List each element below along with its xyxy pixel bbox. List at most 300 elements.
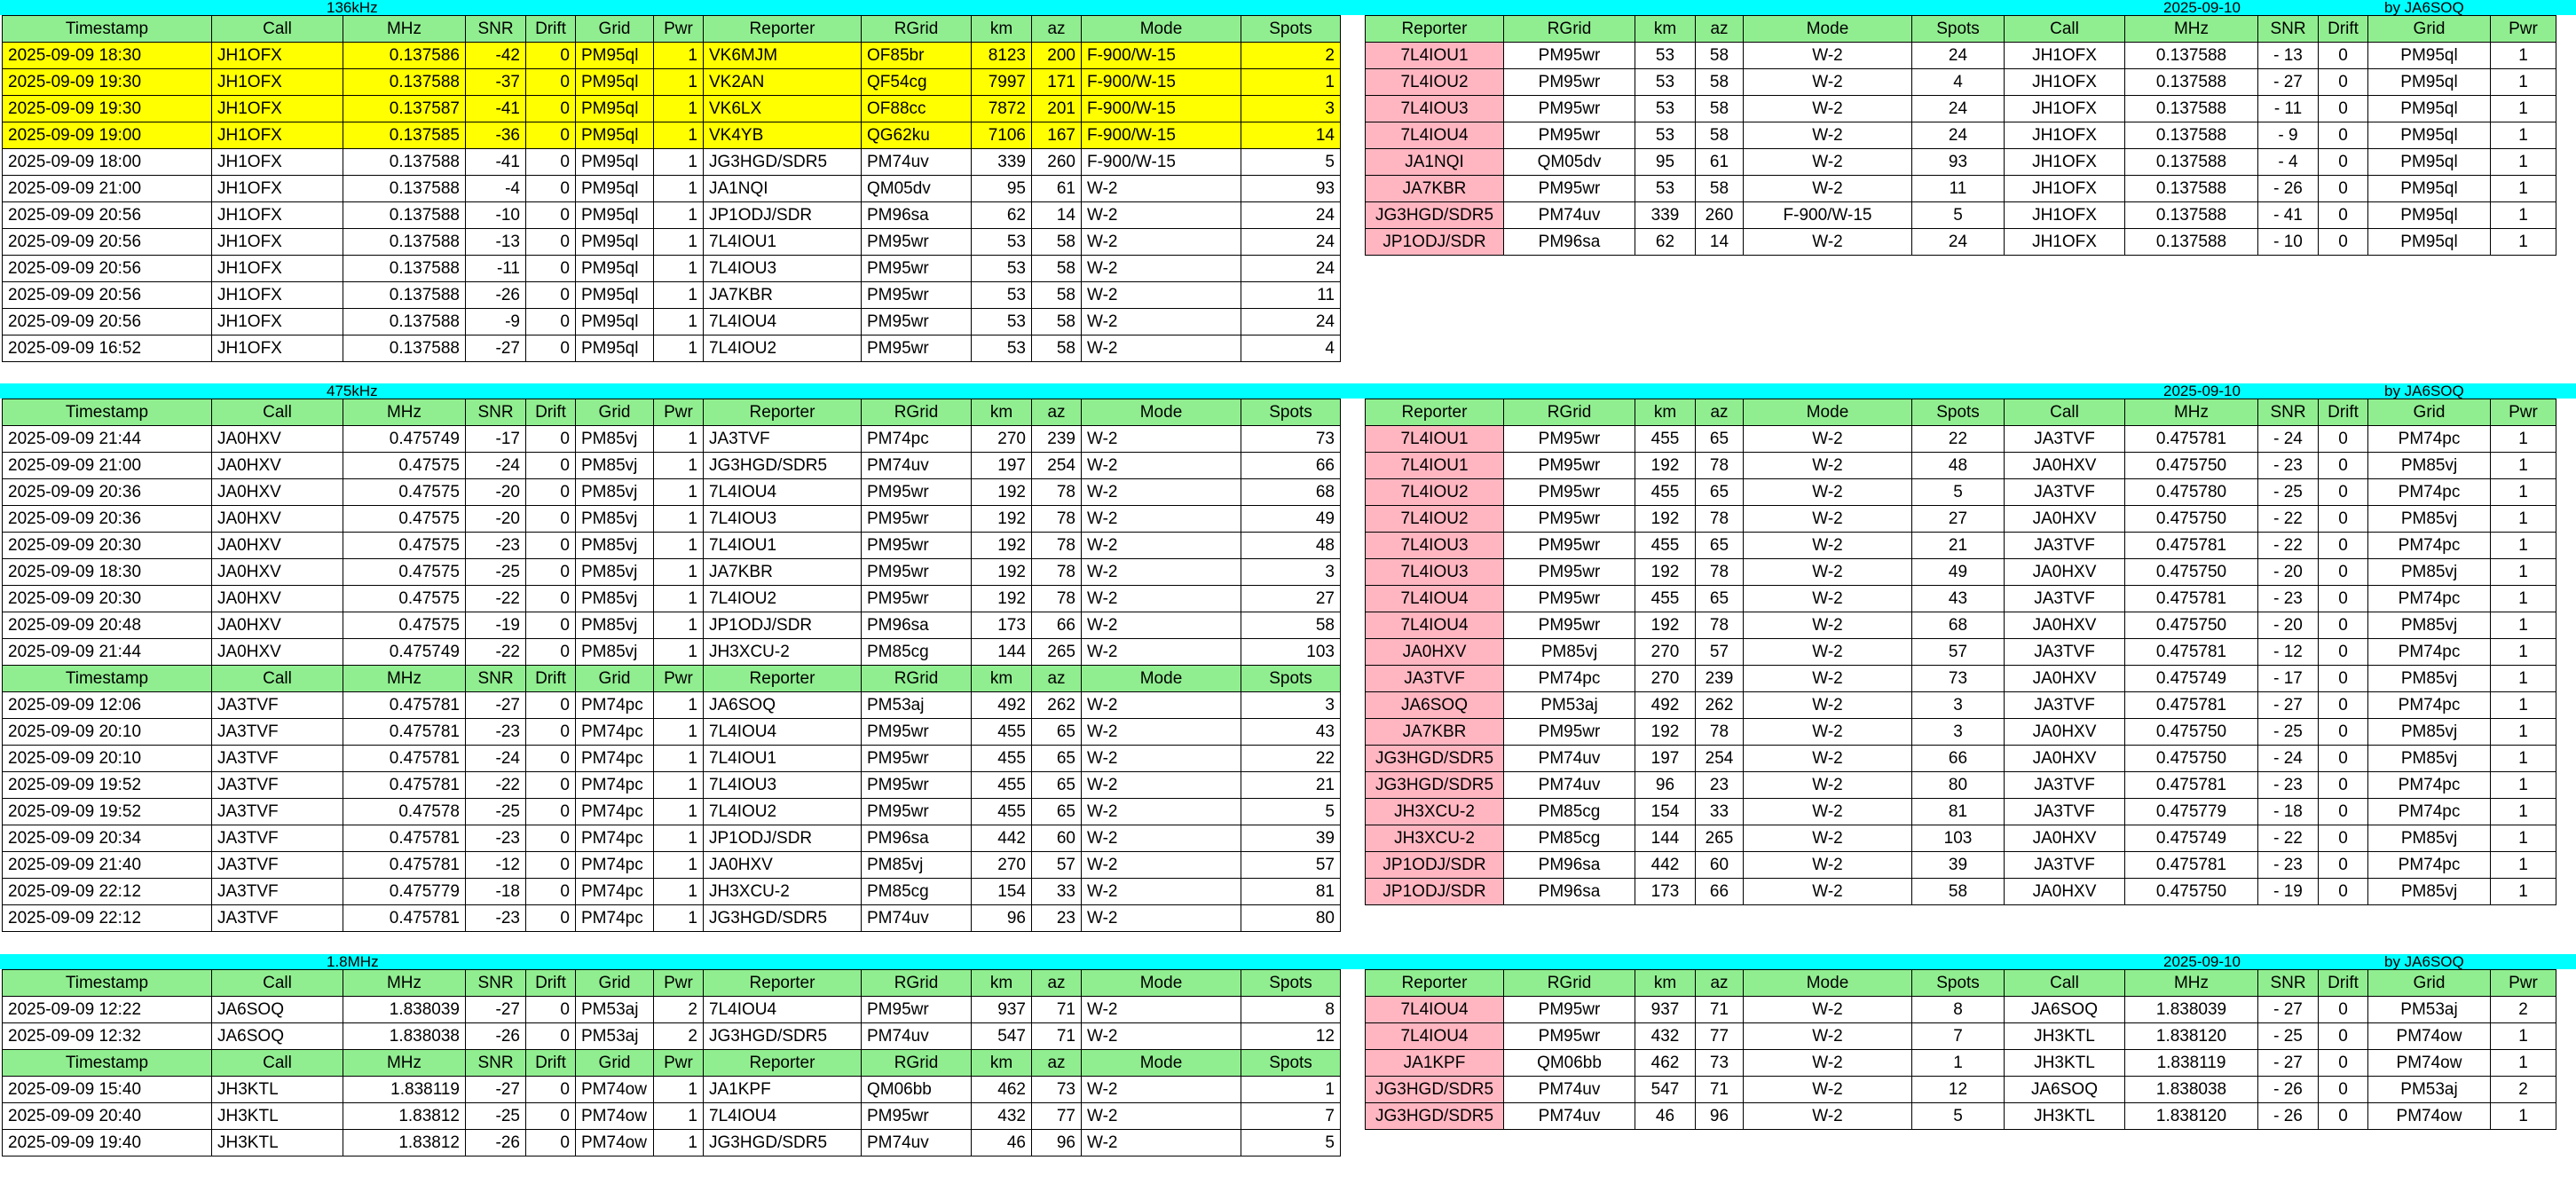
header-cell[interactable]: Reporter [1366, 16, 1504, 43]
table-cell[interactable]: W-2 [1082, 825, 1241, 852]
table-cell[interactable]: PM53aj [2368, 1077, 2491, 1103]
table-cell[interactable]: 0 [526, 309, 576, 335]
table-cell[interactable]: 2025-09-09 19:40 [3, 1130, 212, 1156]
table-cell[interactable]: 7L4IOU2 [704, 586, 862, 612]
table-cell[interactable]: PM74uv [1504, 772, 1635, 799]
table-cell[interactable]: 0.475750 [2125, 719, 2258, 746]
table-cell[interactable]: W-2 [1744, 799, 1912, 825]
table-cell[interactable]: 7L4IOU1 [1366, 43, 1504, 69]
table-cell[interactable]: PM95wr [862, 506, 972, 533]
table-cell[interactable]: 73 [1696, 1050, 1744, 1077]
table-cell[interactable]: W-2 [1082, 559, 1241, 586]
table-cell[interactable]: PM74ow [576, 1077, 654, 1103]
table-cell[interactable]: PM74pc [2368, 586, 2491, 612]
header-cell[interactable]: RGrid [862, 399, 972, 426]
table-cell[interactable]: 0 [2319, 879, 2368, 905]
header-cell[interactable]: RGrid [1504, 970, 1635, 997]
table-cell[interactable]: 61 [1032, 176, 1082, 202]
table-cell[interactable]: - 22 [2258, 533, 2319, 559]
table-cell[interactable]: 462 [972, 1077, 1032, 1103]
table-cell[interactable]: W-2 [1744, 1077, 1912, 1103]
table-cell[interactable]: - 27 [2258, 69, 2319, 96]
table-cell[interactable]: JH1OFX [212, 335, 343, 362]
table-cell[interactable]: - 27 [2258, 692, 2319, 719]
table-cell[interactable]: 0.475749 [2125, 666, 2258, 692]
table-cell[interactable]: JH1OFX [212, 96, 343, 122]
table-cell[interactable]: PM74pc [2368, 692, 2491, 719]
table-cell[interactable]: JH1OFX [2005, 96, 2125, 122]
table-cell[interactable]: 0.47575 [343, 479, 466, 506]
table-cell[interactable]: 0.137588 [343, 176, 466, 202]
table-cell[interactable]: JA0HXV [2005, 506, 2125, 533]
table-cell[interactable]: 11 [1912, 176, 2005, 202]
table-cell[interactable]: JA6SOQ [212, 997, 343, 1023]
table-cell[interactable]: JG3HGD/SDR5 [704, 149, 862, 176]
table-cell[interactable]: 1.838038 [343, 1023, 466, 1050]
table-cell[interactable]: 0 [526, 612, 576, 639]
table-cell[interactable]: PM85vj [2368, 612, 2491, 639]
table-cell[interactable]: 200 [1032, 43, 1082, 69]
table-cell[interactable]: 442 [972, 825, 1032, 852]
table-cell[interactable]: 0.137588 [2125, 149, 2258, 176]
table-cell[interactable]: PM85vj [576, 586, 654, 612]
table-cell[interactable]: -41 [466, 96, 526, 122]
header-cell[interactable]: az [1696, 399, 1744, 426]
table-cell[interactable]: PM53aj [576, 997, 654, 1023]
table-cell[interactable]: - 19 [2258, 879, 2319, 905]
table-cell[interactable]: 77 [1032, 1103, 1082, 1130]
header-cell[interactable]: SNR [466, 666, 526, 692]
table-cell[interactable]: -10 [466, 202, 526, 229]
header-cell[interactable]: Mode [1744, 399, 1912, 426]
table-cell[interactable]: VK6LX [704, 96, 862, 122]
table-cell[interactable]: F-900/W-15 [1082, 122, 1241, 149]
table-cell[interactable]: JG3HGD/SDR5 [1366, 1077, 1504, 1103]
table-cell[interactable]: 270 [1635, 666, 1696, 692]
table-cell[interactable]: OF85br [862, 43, 972, 69]
table-cell[interactable]: 2025-09-09 20:10 [3, 719, 212, 746]
table-cell[interactable]: 0 [2319, 479, 2368, 506]
table-cell[interactable]: JA3TVF [212, 825, 343, 852]
table-cell[interactable]: 0 [526, 586, 576, 612]
table-cell[interactable]: 103 [1241, 639, 1341, 666]
table-cell[interactable]: PM53aj [1504, 692, 1635, 719]
table-cell[interactable]: 48 [1241, 533, 1341, 559]
table-cell[interactable]: JP1ODJ/SDR [1366, 852, 1504, 879]
table-cell[interactable]: W-2 [1744, 69, 1912, 96]
table-cell[interactable]: 0 [526, 905, 576, 932]
table-cell[interactable]: 95 [1635, 149, 1696, 176]
header-cell[interactable]: km [972, 16, 1032, 43]
table-cell[interactable]: 1.838120 [2125, 1103, 2258, 1130]
header-cell[interactable]: Drift [526, 399, 576, 426]
table-cell[interactable]: JP1ODJ/SDR [1366, 879, 1504, 905]
table-cell[interactable]: 270 [1635, 639, 1696, 666]
table-cell[interactable]: PM53aj [576, 1023, 654, 1050]
table-cell[interactable]: PM95wr [862, 335, 972, 362]
header-cell[interactable]: km [1635, 16, 1696, 43]
table-cell[interactable]: JA3TVF [212, 799, 343, 825]
table-cell[interactable]: 339 [972, 149, 1032, 176]
table-cell[interactable]: 48 [1912, 453, 2005, 479]
table-cell[interactable]: W-2 [1082, 1023, 1241, 1050]
table-cell[interactable]: 1 [2491, 533, 2556, 559]
table-cell[interactable]: PM85vj [576, 426, 654, 453]
table-cell[interactable]: 432 [972, 1103, 1032, 1130]
table-cell[interactable]: - 27 [2258, 997, 2319, 1023]
table-cell[interactable]: 0.475781 [343, 905, 466, 932]
table-cell[interactable]: 1 [654, 772, 704, 799]
table-cell[interactable]: 53 [972, 256, 1032, 282]
table-cell[interactable]: PM95ql [576, 229, 654, 256]
table-cell[interactable]: PM74pc [2368, 639, 2491, 666]
table-cell[interactable]: PM95ql [576, 69, 654, 96]
table-cell[interactable]: 0 [526, 453, 576, 479]
table-cell[interactable]: PM95wr [1504, 176, 1635, 202]
table-cell[interactable]: JH1OFX [212, 176, 343, 202]
table-cell[interactable]: 0 [2319, 43, 2368, 69]
table-cell[interactable]: -23 [466, 825, 526, 852]
table-cell[interactable]: 0 [526, 879, 576, 905]
table-cell[interactable]: PM95wr [1504, 506, 1635, 533]
table-cell[interactable]: -4 [466, 176, 526, 202]
table-cell[interactable]: JG3HGD/SDR5 [704, 1130, 862, 1156]
table-cell[interactable]: 21 [1912, 533, 2005, 559]
table-cell[interactable]: PM74ow [576, 1103, 654, 1130]
table-cell[interactable]: 58 [1241, 612, 1341, 639]
table-cell[interactable]: 0 [2319, 639, 2368, 666]
table-cell[interactable]: 1 [2491, 202, 2556, 229]
table-cell[interactable]: JA6SOQ [2005, 997, 2125, 1023]
header-cell[interactable]: Pwr [2491, 16, 2556, 43]
table-cell[interactable]: PM85vj [576, 506, 654, 533]
table-cell[interactable]: - 26 [2258, 1103, 2319, 1130]
table-cell[interactable]: 5 [1912, 479, 2005, 506]
table-cell[interactable]: 7L4IOU2 [1366, 69, 1504, 96]
table-cell[interactable]: - 26 [2258, 176, 2319, 202]
table-cell[interactable]: 53 [1635, 69, 1696, 96]
table-cell[interactable]: - 22 [2258, 825, 2319, 852]
table-cell[interactable]: 7L4IOU1 [1366, 426, 1504, 453]
table-cell[interactable]: 1 [654, 96, 704, 122]
header-cell[interactable]: Pwr [654, 1050, 704, 1077]
table-cell[interactable]: 23 [1696, 772, 1744, 799]
table-cell[interactable]: W-2 [1082, 256, 1241, 282]
table-cell[interactable]: 1.838119 [343, 1077, 466, 1103]
table-cell[interactable]: 0.137588 [2125, 43, 2258, 69]
table-cell[interactable]: 3 [1241, 559, 1341, 586]
table-cell[interactable]: 21 [1241, 772, 1341, 799]
table-cell[interactable]: 0.47575 [343, 586, 466, 612]
table-cell[interactable]: W-2 [1744, 1023, 1912, 1050]
table-cell[interactable]: -41 [466, 149, 526, 176]
header-cell[interactable]: Spots [1241, 1050, 1341, 1077]
table-cell[interactable]: JH1OFX [2005, 229, 2125, 256]
table-cell[interactable]: - 23 [2258, 772, 2319, 799]
table-cell[interactable]: 7 [1912, 1023, 2005, 1050]
header-cell[interactable]: Call [212, 16, 343, 43]
table-cell[interactable]: 265 [1032, 639, 1082, 666]
table-cell[interactable]: 2025-09-09 18:30 [3, 559, 212, 586]
table-cell[interactable]: W-2 [1744, 1103, 1912, 1130]
table-cell[interactable]: 2025-09-09 20:10 [3, 746, 212, 772]
header-cell[interactable]: Call [212, 1050, 343, 1077]
table-cell[interactable]: W-2 [1744, 639, 1912, 666]
table-cell[interactable]: 197 [1635, 746, 1696, 772]
table-cell[interactable]: 7L4IOU2 [1366, 479, 1504, 506]
table-cell[interactable]: 0.475750 [2125, 746, 2258, 772]
table-cell[interactable]: JH1OFX [212, 43, 343, 69]
header-cell[interactable]: Spots [1912, 16, 2005, 43]
table-cell[interactable]: PM74uv [862, 149, 972, 176]
table-cell[interactable]: 66 [1696, 879, 1744, 905]
table-cell[interactable]: - 20 [2258, 559, 2319, 586]
table-cell[interactable]: JA0HXV [2005, 559, 2125, 586]
table-cell[interactable]: PM74uv [1504, 202, 1635, 229]
table-cell[interactable]: 192 [972, 559, 1032, 586]
table-cell[interactable]: 1.83812 [343, 1103, 466, 1130]
table-cell[interactable]: 58 [1032, 335, 1082, 362]
table-cell[interactable]: 1 [2491, 639, 2556, 666]
header-cell[interactable]: az [1696, 16, 1744, 43]
header-cell[interactable]: km [972, 1050, 1032, 1077]
table-cell[interactable]: 173 [1635, 879, 1696, 905]
table-cell[interactable]: PM95wr [862, 1103, 972, 1130]
table-cell[interactable]: F-900/W-15 [1744, 202, 1912, 229]
table-cell[interactable]: JA6SOQ [704, 692, 862, 719]
header-cell[interactable]: SNR [2258, 16, 2319, 43]
table-cell[interactable]: 3 [1912, 719, 2005, 746]
table-cell[interactable]: W-2 [1082, 997, 1241, 1023]
table-cell[interactable]: 0 [2319, 799, 2368, 825]
table-cell[interactable]: W-2 [1744, 825, 1912, 852]
table-cell[interactable]: W-2 [1082, 1103, 1241, 1130]
table-cell[interactable]: 2025-09-09 19:00 [3, 122, 212, 149]
table-cell[interactable]: 12 [1241, 1023, 1341, 1050]
table-cell[interactable]: 65 [1032, 746, 1082, 772]
table-cell[interactable]: - 12 [2258, 639, 2319, 666]
table-cell[interactable]: PM85vj [2368, 719, 2491, 746]
table-cell[interactable]: JH3XCU-2 [1366, 799, 1504, 825]
table-cell[interactable]: 58 [1696, 96, 1744, 122]
table-cell[interactable]: 2025-09-09 20:30 [3, 533, 212, 559]
table-cell[interactable]: W-2 [1744, 506, 1912, 533]
table-cell[interactable]: JA3TVF [212, 879, 343, 905]
header-cell[interactable]: Drift [526, 666, 576, 692]
table-cell[interactable]: JA3TVF [704, 426, 862, 453]
table-cell[interactable]: 0.475780 [2125, 479, 2258, 506]
table-cell[interactable]: PM85cg [862, 639, 972, 666]
header-cell[interactable]: Timestamp [3, 399, 212, 426]
table-cell[interactable]: W-2 [1744, 852, 1912, 879]
table-cell[interactable]: PM95wr [1504, 586, 1635, 612]
header-cell[interactable]: RGrid [862, 1050, 972, 1077]
header-cell[interactable]: km [1635, 970, 1696, 997]
table-cell[interactable]: 0 [2319, 772, 2368, 799]
table-cell[interactable]: 1 [2491, 229, 2556, 256]
table-cell[interactable]: 24 [1912, 43, 2005, 69]
table-cell[interactable]: -25 [466, 1103, 526, 1130]
table-cell[interactable]: PM85cg [1504, 799, 1635, 825]
table-cell[interactable]: 1 [2491, 122, 2556, 149]
table-cell[interactable]: PM95wr [1504, 612, 1635, 639]
table-cell[interactable]: 2 [654, 997, 704, 1023]
table-cell[interactable]: 0.137588 [2125, 122, 2258, 149]
table-cell[interactable]: - 24 [2258, 746, 2319, 772]
table-cell[interactable]: 2025-09-09 21:00 [3, 453, 212, 479]
table-cell[interactable]: W-2 [1082, 852, 1241, 879]
table-cell[interactable]: 0 [2319, 69, 2368, 96]
table-cell[interactable]: 4 [1912, 69, 2005, 96]
table-cell[interactable]: JA3TVF [2005, 533, 2125, 559]
table-cell[interactable]: 78 [1696, 719, 1744, 746]
table-cell[interactable]: 66 [1241, 453, 1341, 479]
table-cell[interactable]: JA3TVF [212, 772, 343, 799]
table-cell[interactable]: 0 [526, 426, 576, 453]
table-cell[interactable]: JP1ODJ/SDR [704, 825, 862, 852]
table-cell[interactable]: PM95wr [862, 586, 972, 612]
table-cell[interactable]: JH1OFX [2005, 122, 2125, 149]
table-cell[interactable]: 7L4IOU1 [704, 533, 862, 559]
table-cell[interactable]: 0 [2319, 202, 2368, 229]
table-cell[interactable]: 0.475750 [2125, 612, 2258, 639]
table-cell[interactable]: 2025-09-09 15:40 [3, 1077, 212, 1103]
table-cell[interactable]: W-2 [1082, 772, 1241, 799]
table-cell[interactable]: JA3TVF [1366, 666, 1504, 692]
table-cell[interactable]: 2 [1241, 43, 1341, 69]
table-cell[interactable]: 0 [2319, 612, 2368, 639]
table-cell[interactable]: 78 [1032, 533, 1082, 559]
table-cell[interactable]: QM06bb [862, 1077, 972, 1103]
header-cell[interactable]: Timestamp [3, 16, 212, 43]
table-cell[interactable]: 0 [526, 96, 576, 122]
table-cell[interactable]: 46 [972, 1130, 1032, 1156]
table-cell[interactable]: JA0HXV [2005, 879, 2125, 905]
header-cell[interactable]: Grid [576, 16, 654, 43]
table-cell[interactable]: 3 [1912, 692, 2005, 719]
header-cell[interactable]: Call [212, 970, 343, 997]
table-cell[interactable]: 24 [1241, 256, 1341, 282]
table-cell[interactable]: 1 [654, 533, 704, 559]
table-cell[interactable]: JA3TVF [2005, 639, 2125, 666]
table-cell[interactable]: PM53aj [862, 692, 972, 719]
table-cell[interactable]: PM85vj [1504, 639, 1635, 666]
table-cell[interactable]: 0 [2319, 1077, 2368, 1103]
table-cell[interactable]: 65 [1696, 479, 1744, 506]
header-cell[interactable]: RGrid [862, 16, 972, 43]
table-cell[interactable]: 1 [2491, 879, 2556, 905]
table-cell[interactable]: JA0HXV [2005, 746, 2125, 772]
table-cell[interactable]: 2 [2491, 1077, 2556, 1103]
table-cell[interactable]: 1 [2491, 1023, 2556, 1050]
table-cell[interactable]: PM85vj [2368, 825, 2491, 852]
table-cell[interactable]: JA3TVF [212, 905, 343, 932]
header-cell[interactable]: RGrid [862, 970, 972, 997]
table-cell[interactable]: 937 [972, 997, 1032, 1023]
table-cell[interactable]: 0.47575 [343, 559, 466, 586]
header-cell[interactable]: Grid [2368, 399, 2491, 426]
table-cell[interactable]: 11 [1241, 282, 1341, 309]
table-cell[interactable]: 0.475749 [343, 639, 466, 666]
header-cell[interactable]: Grid [576, 1050, 654, 1077]
table-cell[interactable]: 0.475781 [2125, 639, 2258, 666]
table-cell[interactable]: PM74uv [1504, 1077, 1635, 1103]
table-cell[interactable]: 1 [2491, 719, 2556, 746]
table-cell[interactable]: 0 [526, 43, 576, 69]
table-cell[interactable]: 455 [972, 772, 1032, 799]
header-cell[interactable]: Pwr [654, 666, 704, 692]
table-cell[interactable]: 2025-09-09 21:44 [3, 639, 212, 666]
table-cell[interactable]: W-2 [1744, 719, 1912, 746]
table-cell[interactable]: QM06bb [1504, 1050, 1635, 1077]
table-cell[interactable]: W-2 [1744, 612, 1912, 639]
table-cell[interactable]: 0.475749 [2125, 825, 2258, 852]
header-cell[interactable]: km [972, 399, 1032, 426]
table-cell[interactable]: 33 [1696, 799, 1744, 825]
table-cell[interactable]: 0 [526, 479, 576, 506]
table-cell[interactable]: PM85vj [2368, 746, 2491, 772]
table-cell[interactable]: 57 [1912, 639, 2005, 666]
table-cell[interactable]: 1 [654, 453, 704, 479]
table-cell[interactable]: 1 [654, 612, 704, 639]
table-cell[interactable]: JA3TVF [212, 852, 343, 879]
table-cell[interactable]: -25 [466, 559, 526, 586]
table-cell[interactable]: PM95ql [2368, 176, 2491, 202]
table-cell[interactable]: 1 [2491, 852, 2556, 879]
table-cell[interactable]: JA1NQI [704, 176, 862, 202]
header-cell[interactable]: SNR [466, 399, 526, 426]
table-cell[interactable]: 68 [1912, 612, 2005, 639]
table-cell[interactable]: 1 [654, 176, 704, 202]
table-cell[interactable]: PM74pc [862, 426, 972, 453]
table-cell[interactable]: W-2 [1744, 586, 1912, 612]
table-cell[interactable]: 53 [1635, 122, 1696, 149]
table-cell[interactable]: 260 [1696, 202, 1744, 229]
table-cell[interactable]: JA3TVF [2005, 586, 2125, 612]
table-cell[interactable]: 1 [654, 426, 704, 453]
header-cell[interactable]: SNR [466, 1050, 526, 1077]
table-cell[interactable]: JA0HXV [212, 453, 343, 479]
table-cell[interactable]: 0.475781 [2125, 772, 2258, 799]
table-cell[interactable]: 22 [1241, 746, 1341, 772]
table-cell[interactable]: PM74pc [2368, 479, 2491, 506]
table-cell[interactable]: PM95wr [862, 746, 972, 772]
table-cell[interactable]: 1 [654, 43, 704, 69]
table-cell[interactable]: 0 [2319, 149, 2368, 176]
table-cell[interactable]: F-900/W-15 [1082, 149, 1241, 176]
table-cell[interactable]: 0 [526, 746, 576, 772]
table-cell[interactable]: 78 [1696, 453, 1744, 479]
header-cell[interactable]: Reporter [704, 399, 862, 426]
table-cell[interactable]: PM95ql [576, 309, 654, 335]
table-cell[interactable]: 0 [2319, 997, 2368, 1023]
table-cell[interactable]: 0.47575 [343, 506, 466, 533]
table-cell[interactable]: 2025-09-09 20:34 [3, 825, 212, 852]
table-cell[interactable]: 254 [1696, 746, 1744, 772]
table-cell[interactable]: 192 [1635, 559, 1696, 586]
table-cell[interactable]: 7L4IOU4 [704, 1103, 862, 1130]
table-cell[interactable]: 0 [526, 852, 576, 879]
table-cell[interactable]: 0.47575 [343, 533, 466, 559]
table-cell[interactable]: PM85vj [2368, 559, 2491, 586]
table-cell[interactable]: 58 [1032, 229, 1082, 256]
table-cell[interactable]: 2025-09-09 19:30 [3, 96, 212, 122]
table-cell[interactable]: 60 [1032, 825, 1082, 852]
table-cell[interactable]: 492 [1635, 692, 1696, 719]
table-cell[interactable]: 0 [526, 1103, 576, 1130]
table-cell[interactable]: 1 [2491, 612, 2556, 639]
table-cell[interactable]: 24 [1241, 229, 1341, 256]
